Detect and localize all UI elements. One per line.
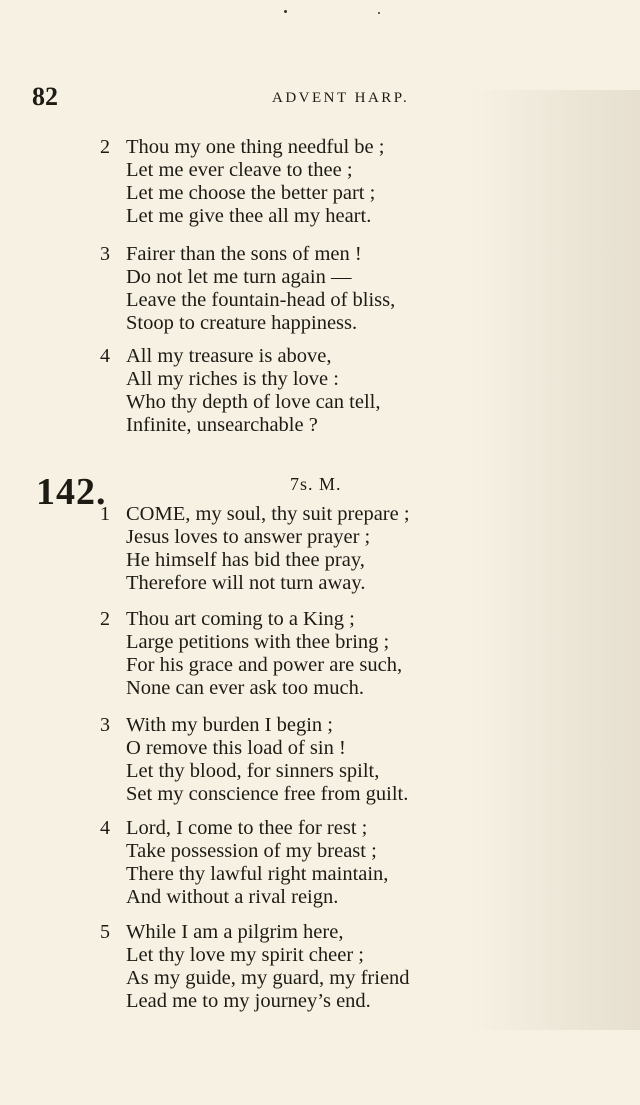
verse-line: He himself has bid thee pray, <box>126 549 365 571</box>
verse-line: Lead me to my journey’s end. <box>126 990 371 1012</box>
verse-line: As my guide, my guard, my friend <box>126 967 410 989</box>
stanza-number: 3 <box>100 714 110 736</box>
hymn-meter: 7s. M. <box>290 474 342 494</box>
hymn-number: 142. <box>36 471 107 513</box>
verse-line: Stoop to creature happiness. <box>126 312 358 334</box>
verse-line: Fairer than the sons of men ! <box>126 243 362 265</box>
stanza-number: 2 <box>100 136 110 158</box>
page-header <box>32 82 592 112</box>
verse-line: Large petitions with thee bring ; <box>126 631 390 653</box>
bleed-through-shadow <box>470 90 640 1030</box>
verse-line: All my treasure is above, <box>126 345 332 367</box>
stanza-number: 4 <box>100 817 110 839</box>
verse-line: Leave the fountain-head of bliss, <box>126 289 396 311</box>
verse-line: With my burden I begin ; <box>126 714 333 736</box>
stanza-number: 3 <box>100 243 110 265</box>
verse-line: All my riches is thy love : <box>126 368 339 390</box>
page-number: 82 <box>32 82 58 111</box>
verse-line: Thou art coming to a King ; <box>126 608 355 630</box>
stanza-number: 1 <box>100 503 110 525</box>
stanza-number: 2 <box>100 608 110 630</box>
verse-line: Jesus loves to answer prayer ; <box>126 526 371 548</box>
verse-line: Who thy depth of love can tell, <box>126 391 381 413</box>
verse-line: There thy lawful right maintain, <box>126 863 389 885</box>
stanza-number: 5 <box>100 921 110 943</box>
verse-line: For his grace and power are such, <box>126 654 403 676</box>
print-speck <box>378 12 380 14</box>
verse-line: Therefore will not turn away. <box>126 572 366 594</box>
verse-line: Let thy blood, for sinners spilt, <box>126 760 380 782</box>
verse-line: Lord, I come to thee for rest ; <box>126 817 368 839</box>
verse-line: None can ever ask too much. <box>126 677 364 699</box>
verse-line: O remove this load of sin ! <box>126 737 346 759</box>
verse-line: Infinite, unsearchable ? <box>126 414 318 436</box>
verse-line: Let me give thee all my heart. <box>126 205 372 227</box>
verse-line: Let me ever cleave to thee ; <box>126 159 353 181</box>
running-title: ADVENT HARP. <box>272 90 410 106</box>
verse-line: Let me choose the better part ; <box>126 182 376 204</box>
verse-line: And without a rival reign. <box>126 886 339 908</box>
verse-line: Take possession of my breast ; <box>126 840 377 862</box>
verse-line: Let thy love my spirit cheer ; <box>126 944 364 966</box>
stanza-number: 4 <box>100 345 110 367</box>
verse-line: Do not let me turn again — <box>126 266 352 288</box>
verse-line: While I am a pilgrim here, <box>126 921 344 943</box>
print-speck <box>284 10 287 13</box>
verse-line: Thou my one thing needful be ; <box>126 136 385 158</box>
verse-line: Set my conscience free from guilt. <box>126 783 409 805</box>
verse-line: COME, my soul, thy suit prepare ; <box>126 503 410 525</box>
